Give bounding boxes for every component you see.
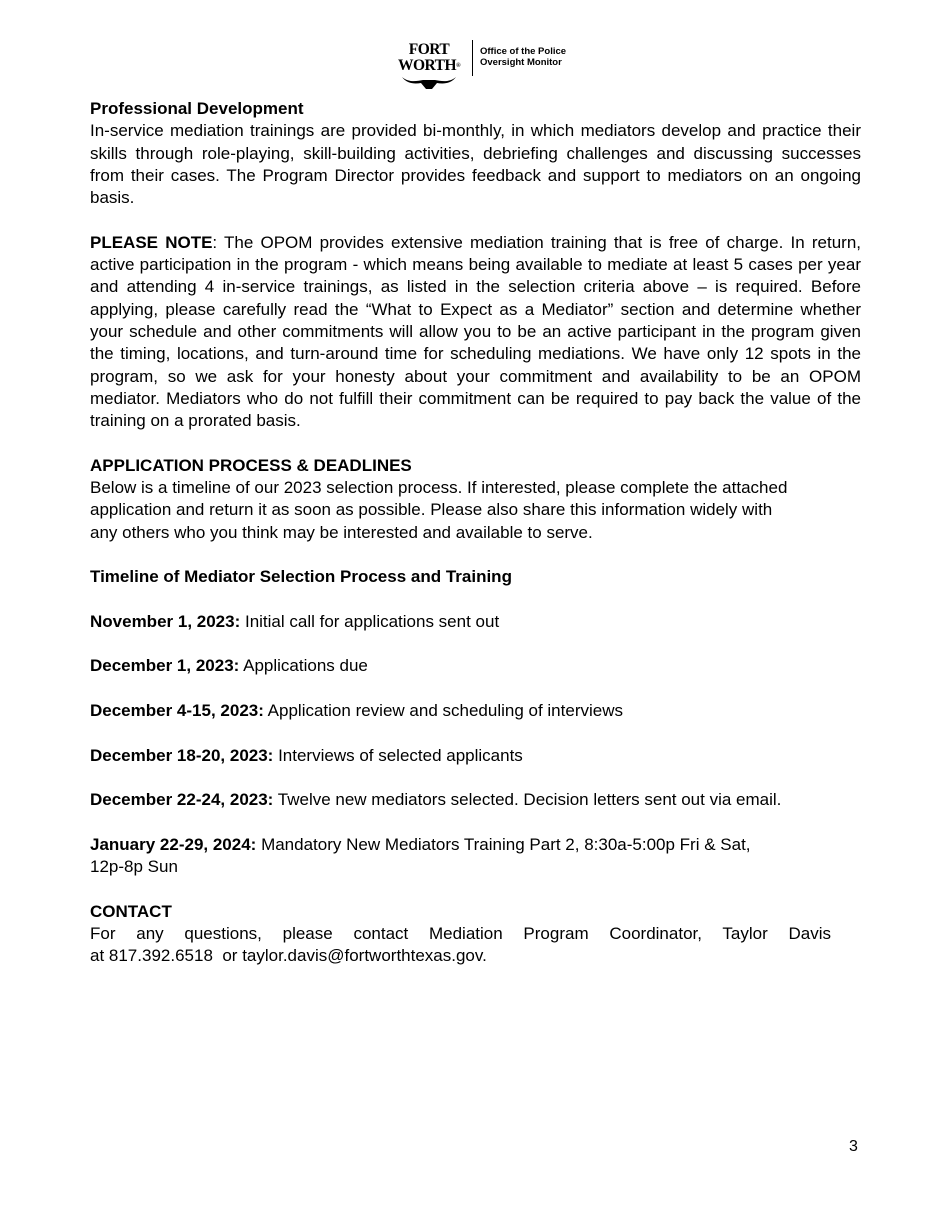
contact-line-1: For any questions, please contact Mediation Program Coordinator, Taylor Davis xyxy=(90,923,831,943)
timeline-text: Mandatory New Mediators Training Part 2, 8:30a-5:00p Fri & Sat, xyxy=(256,834,751,854)
document-body xyxy=(90,98,861,968)
timeline-date: December 18-20, 2023: xyxy=(90,745,274,765)
timeline-item xyxy=(90,655,861,677)
office-name xyxy=(480,46,566,68)
timeline-item xyxy=(90,611,861,633)
timeline-item xyxy=(90,745,861,767)
please-note-body: : The OPOM provides extensive mediation training that is free of charge. In return, active participation in the program - which means being available to mediate at least 5 cases per year and attending 4 in-service trainings, as listed in the selection criteria above – is required. Before applying, please carefully read the “What to Expect as a Mediator” section and determine whether your schedule and other commitments will allow you to be an active participant in the program given the timing, locations, and turn-around time for scheduling mediations. We have only 12 spots in the program, so we ask for your honesty about your commitment and availability to be an OPOM mediator. Mediators who do not fulfill their commitment can be required to pay back the value of the training on a prorated basis. xyxy=(90,232,861,431)
professional-development-section xyxy=(90,98,861,209)
timeline-date: November 1, 2023: xyxy=(90,611,241,631)
timeline-text-continued: 12p-8p Sun xyxy=(90,857,178,877)
timeline-date: December 4-15, 2023: xyxy=(90,701,264,721)
office-name-line1: Office of the Police xyxy=(480,46,567,57)
timeline-text: Twelve new mediators selected. Decision letters sent out via email. xyxy=(273,790,782,810)
timeline-text: Initial call for applications sent out xyxy=(240,611,500,631)
timeline-date: January 22-29, 2024: xyxy=(90,834,257,854)
timeline-text: Application review and scheduling of interviews xyxy=(263,701,623,721)
logo-registered-mark: ® xyxy=(456,63,461,69)
application-line-2: application and return it as soon as possible. Please also share this information widely with xyxy=(90,500,773,520)
please-note-section xyxy=(90,232,861,433)
fort-worth-wordmark xyxy=(390,40,468,91)
logo-divider xyxy=(472,40,473,76)
office-name-line2: Oversight Monitor xyxy=(480,57,562,68)
professional-development-body: In-service mediation trainings are provided bi-monthly, in which mediators develop and practice their skills through role-playing, skill-building activities, debriefing challenges and discussing successes from their cases. The Program Director provides feedback and support to mediators on an ongoing basis. xyxy=(90,121,861,208)
application-section xyxy=(90,455,861,544)
contact-line-end: . xyxy=(482,946,487,966)
longhorn-icon xyxy=(401,75,457,91)
application-line-3: any others who you think may be interested and available to serve. xyxy=(90,522,593,542)
contact-phone-text: at 817.392.6518 or xyxy=(90,946,243,966)
timeline-heading: Timeline of Mediator Selection Process and Training xyxy=(90,567,512,587)
application-heading: APPLICATION PROCESS & DEADLINES xyxy=(90,455,412,475)
contact-heading: CONTACT xyxy=(90,901,172,921)
contact-line-2 xyxy=(90,945,861,967)
timeline-date: December 1, 2023: xyxy=(90,656,240,676)
timeline-text: Applications due xyxy=(239,656,368,676)
please-note-label: PLEASE NOTE xyxy=(90,232,213,252)
timeline-text: Interviews of selected applicants xyxy=(273,745,523,765)
timeline-item xyxy=(90,834,861,856)
page-number: 3 xyxy=(849,1138,858,1155)
professional-development-heading: Professional Development xyxy=(90,99,304,118)
timeline-section xyxy=(90,566,861,878)
timeline-item xyxy=(90,789,861,811)
application-line-1: Below is a timeline of our 2023 selection process. If interested, please complete the attached xyxy=(90,478,788,498)
timeline-date: December 22-24, 2023: xyxy=(90,790,274,810)
logo-city-name: FORT WORTH xyxy=(397,41,457,74)
contact-section xyxy=(90,901,861,968)
timeline-item xyxy=(90,700,861,722)
fort-worth-logo xyxy=(390,40,566,78)
contact-email-link[interactable]: taylor.davis@fortworthtexas.gov xyxy=(242,946,483,966)
